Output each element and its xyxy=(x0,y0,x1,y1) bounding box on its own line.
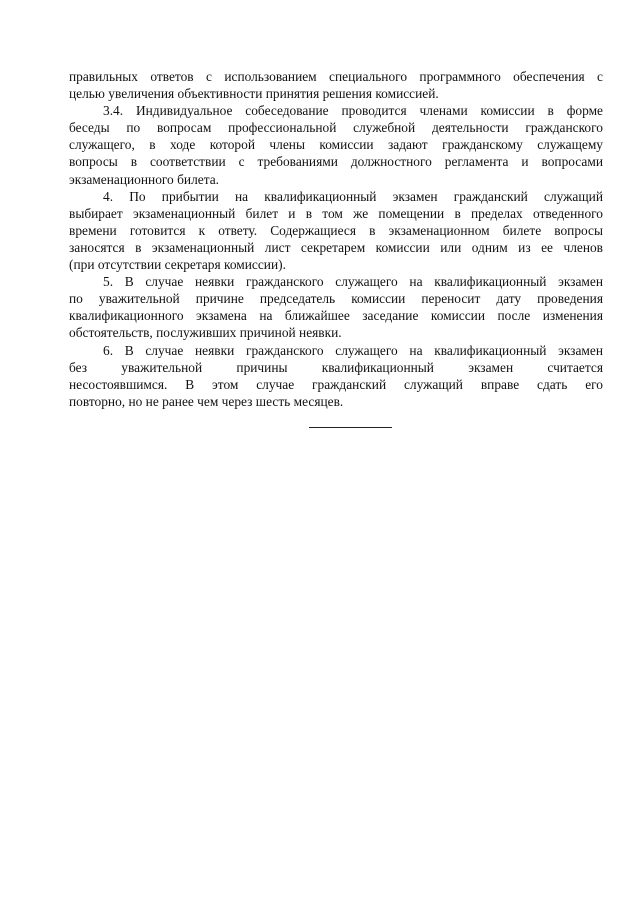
text-line: повторно, но не ранее чем через шесть месяцев. xyxy=(69,393,344,409)
text-line: (при отсутствии секретаря комиссии). xyxy=(69,257,286,273)
text-line: 6. В случае неявки гражданского служащего на квалификационный экзамен xyxy=(103,342,603,358)
paragraph-4 xyxy=(69,188,603,273)
document-body xyxy=(69,68,603,410)
text-line: служащего, в ходе которой члены комиссии задают гражданскому служащему xyxy=(69,137,603,153)
text-line: правильных ответов с использованием специального программного обеспечения с xyxy=(69,69,603,84)
text-line: 4. По прибытии на квалификационный экзамен гражданский служащий xyxy=(103,188,603,204)
text-line: беседы по вопросам профессиональной служебной деятельности гражданского xyxy=(69,120,603,136)
end-of-document-rule xyxy=(309,427,392,428)
text-line: по уважительной причине председатель комиссии переносит дату проведения xyxy=(69,291,603,307)
text-line: времени готовится к ответу. Содержащиеся в экзаменационном билете вопросы xyxy=(69,222,603,238)
text-line: квалификационного экзамена на ближайшее заседание комиссии после изменения xyxy=(69,308,603,324)
paragraph-3-4 xyxy=(69,102,603,187)
paragraph-continuation xyxy=(69,68,603,102)
text-line: экзаменационного билета. xyxy=(69,171,220,187)
text-line: 5. В случае неявки гражданского служащего на квалификационный экзамен xyxy=(103,274,603,290)
text-line: целью увеличения объективности принятия решения комиссией. xyxy=(69,86,439,102)
text-line: обстоятельств, послуживших причиной неявки. xyxy=(69,325,342,341)
text-line: 3.4. Индивидуальное собеседование проводится членами комиссии в форме xyxy=(103,103,603,119)
text-line: вопросы в соответствии с требованиями должностного регламента и вопросами xyxy=(69,154,603,170)
text-line: выбирает экзаменационный билет и в том же помещении в пределах отведенного xyxy=(69,205,603,221)
text-line: без уважительной причины квалификационный экзамен считается xyxy=(69,359,603,375)
paragraph-5 xyxy=(69,273,603,341)
text-line: несостоявшимся. В этом случае гражданский служащий вправе сдать его xyxy=(69,376,603,392)
paragraph-6 xyxy=(69,342,603,410)
text-line: заносятся в экзаменационный лист секретарем комиссии или одним из ее членов xyxy=(69,239,603,255)
